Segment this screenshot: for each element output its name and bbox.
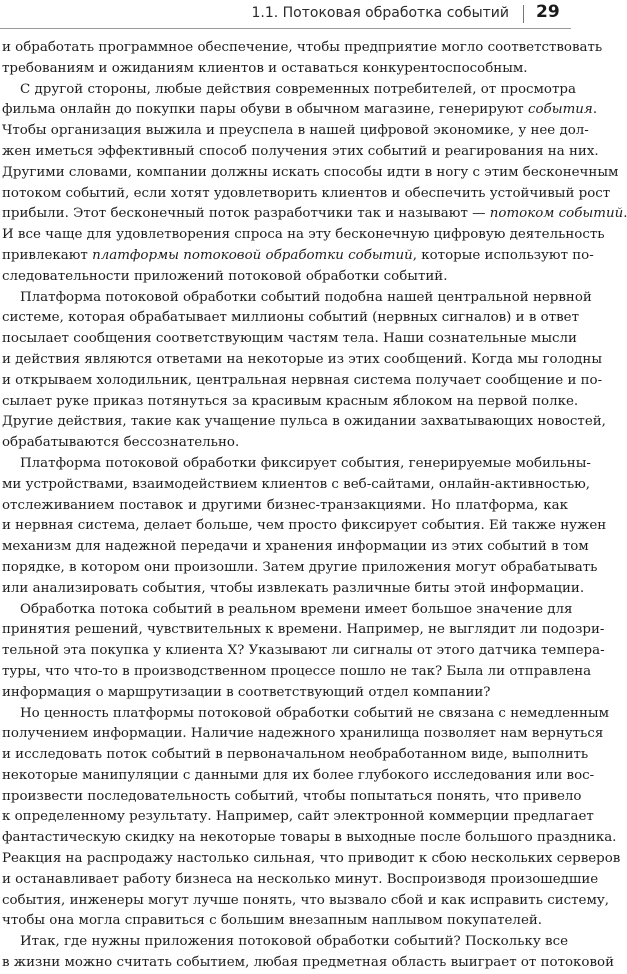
text-run: и действия являются ответами на некоторые из этих сообщений. Когда мы голодны (2, 351, 603, 367)
text-line (2, 516, 607, 537)
text-run: и исследовать поток событий в первоначальном необработанном виде, выполнить (2, 747, 589, 763)
text-line (2, 59, 568, 80)
text-run: туры, что что-то в производственном процессе пошло не так? Была ли отправлена (2, 663, 592, 679)
text-line (2, 600, 573, 621)
text-run: прибыли. Этот бесконечный поток разработчики так и называют — (2, 206, 490, 222)
text-run: механизм для надежной передачи и хранения информации из этих событий в том (2, 539, 589, 555)
text-line (2, 620, 605, 641)
text-line (2, 267, 568, 288)
text-run: потоком событий, если хотят удовлетворить клиентов и обеспечить устойчивый рост (2, 185, 611, 201)
text-run: принятия решений, чувствительных к времени. Например, не выглядит ли подозри- (2, 622, 605, 638)
text-run: получением информации. Наличие надежного хранилища позволяет нам вернуться (2, 726, 604, 742)
text-run: чтобы она могла справиться с большим внезапным наплывом покупателей. (2, 913, 543, 929)
text-line (2, 932, 568, 953)
paragraph (2, 932, 615, 974)
text-run: Реакция на распродажу настолько сильная, что приводит к сбою нескольких серверов (2, 851, 621, 867)
text-run: к определенному результату. Например, сайт электронной коммерции предлагает (2, 809, 594, 825)
paragraph (2, 80, 624, 288)
text-line (2, 953, 615, 974)
text-line (2, 142, 599, 163)
italic-term: события (527, 102, 593, 118)
text-line (2, 807, 594, 828)
paragraph (2, 38, 603, 80)
section-title: 1.1. Потоковая обработка событий (251, 5, 509, 21)
text-run: обрабатываются бессознательно. (2, 435, 240, 451)
text-run: фантастическую скидку на некоторые товары в выходные после большого праздника. (2, 830, 617, 846)
text-run: требованиям и ожиданиям клиентов и оставаться конкурентоспособным. (2, 60, 528, 76)
text-run: Платформа потоковой обработки фиксирует события, генерируемые мобильны- (20, 455, 591, 471)
text-run: Платформа потоковой обработки событий подобна нашей центральной нервной (20, 289, 592, 305)
paragraph (2, 288, 606, 454)
text-line (2, 308, 579, 329)
text-run: системе, которая обрабатывает миллионы событий (нервных сигналов) и в ответ (2, 310, 579, 326)
text-run: жен иметься эффективный способ получения этих событий и реагирования на них. (2, 143, 599, 159)
text-run: или анализировать события, чтобы извлекать различные биты этой информации. (2, 580, 585, 596)
text-line (2, 766, 595, 787)
text-line (2, 537, 589, 558)
text-line (2, 184, 611, 205)
text-run: некоторые манипуляции с данными для их более глубокого исследования или вос- (2, 767, 595, 783)
text-line (2, 121, 589, 142)
text-line (2, 163, 619, 184)
paragraph (2, 454, 607, 600)
text-run: привлекают (2, 247, 93, 263)
text-run: И все чаще для удовлетворения спроса на эту бесконечную цифровую деятельность (2, 227, 605, 243)
text-run: Чтобы организация выжила и преуспела в нашей цифровой экономике, у нее дол- (2, 123, 589, 139)
text-run: сылает руке приказ потянуться за красивым красным яблоком на первой полке. (2, 393, 579, 409)
text-line (2, 433, 568, 454)
text-line (2, 870, 599, 891)
text-line (2, 475, 591, 496)
text-run: Обработка потока событий в реальном времени имеет большое значение для (20, 601, 573, 617)
text-line (2, 683, 568, 704)
text-run: Итак, где нужны приложения потоковой обработки событий? Поскольку все (20, 934, 568, 950)
text-line (2, 662, 592, 683)
text-run: отслеживанием поставок и другими бизнес-транзакциями. Но платформа, как (2, 497, 568, 513)
text-run: и останавливает работу бизнеса на несколько минут. Воспроизводя произошедшие (2, 871, 599, 887)
text-line (2, 392, 579, 413)
text-run: порядке, в котором они произошли. Затем другие приложения могут обрабатывать (2, 559, 598, 575)
text-run (623, 206, 627, 221)
text-line (2, 787, 582, 808)
text-run: произвести последовательность событий, чтобы попытаться понять, что привело (2, 788, 582, 804)
running-header (0, 0, 571, 30)
text-line (2, 246, 594, 267)
text-line (2, 641, 605, 662)
text-line (2, 38, 603, 59)
text-line (2, 204, 624, 225)
text-line (2, 350, 603, 371)
text-line (2, 288, 592, 309)
text-run: события, инженеры могут лучше понять, что вызвало сбой и как исправить систему, (2, 892, 609, 908)
text-run: и нервная система, делает больше, чем просто фиксирует события. Ей также нужен (2, 518, 607, 534)
text-line (2, 100, 598, 121)
text-line (2, 849, 621, 870)
text-run: информация о маршрутизации в соответствующий отдел компании? (2, 684, 491, 700)
text-run: посылает сообщения соответствующим частям тела. Наши сознательные мысли (2, 331, 577, 347)
text-line (2, 496, 568, 517)
text-line (2, 371, 603, 392)
text-line (2, 558, 598, 579)
text-run: следовательности приложений потоковой обработки событий. (2, 268, 448, 284)
text-run: Другими словами, компании должны искать способы идти в ногу с этим бесконечным (2, 164, 619, 180)
text-line (2, 454, 591, 475)
text-line (2, 80, 576, 101)
text-run: в жизни можно считать событием, любая предметная область выиграет от потоковой (2, 955, 615, 971)
text-line (2, 579, 585, 600)
paragraph (2, 704, 621, 933)
text-line (2, 704, 609, 725)
paragraph (2, 600, 605, 704)
text-line (2, 911, 568, 932)
text-line (2, 724, 604, 745)
text-run: Но ценность платформы потоковой обработки событий не связана с немедленным (20, 705, 609, 721)
text-line (2, 412, 606, 433)
text-line (2, 828, 617, 849)
text-line (2, 891, 609, 912)
header-divider (523, 5, 524, 23)
text-line (2, 225, 605, 246)
italic-term: платформы потоковой обработки событий (92, 247, 413, 263)
header-rule (0, 28, 571, 29)
text-line (2, 745, 589, 766)
text-line (2, 329, 577, 350)
text-run: и открываем холодильник, центральная нервная система получает сообщение и по- (2, 372, 603, 388)
text-run: Другие действия, такие как учащение пульса в ожидании захватывающих новостей, (2, 414, 606, 430)
text-run: тельной эта покупка у клиента Х? Указывают ли сигналы от этого датчика темпера- (2, 643, 605, 659)
text-run: фильма онлайн до покупки пары обуви в обычном магазине, генерируют (2, 102, 528, 118)
body-text (2, 38, 624, 974)
text-run: С другой стороны, любые действия современных потребителей, от просмотра (20, 81, 576, 97)
text-run: и обработать программное обеспечение, чтобы предприятие могло соответствовать (2, 40, 603, 55)
text-run: ми устройствами, взаимодействием клиентов с веб-сайтами, онлайн-активностью, (2, 476, 591, 492)
text-run: . (592, 102, 598, 118)
page-number: 29 (536, 2, 560, 22)
italic-term: потоком событий (489, 206, 624, 222)
text-run: , которые используют по- (412, 247, 594, 263)
